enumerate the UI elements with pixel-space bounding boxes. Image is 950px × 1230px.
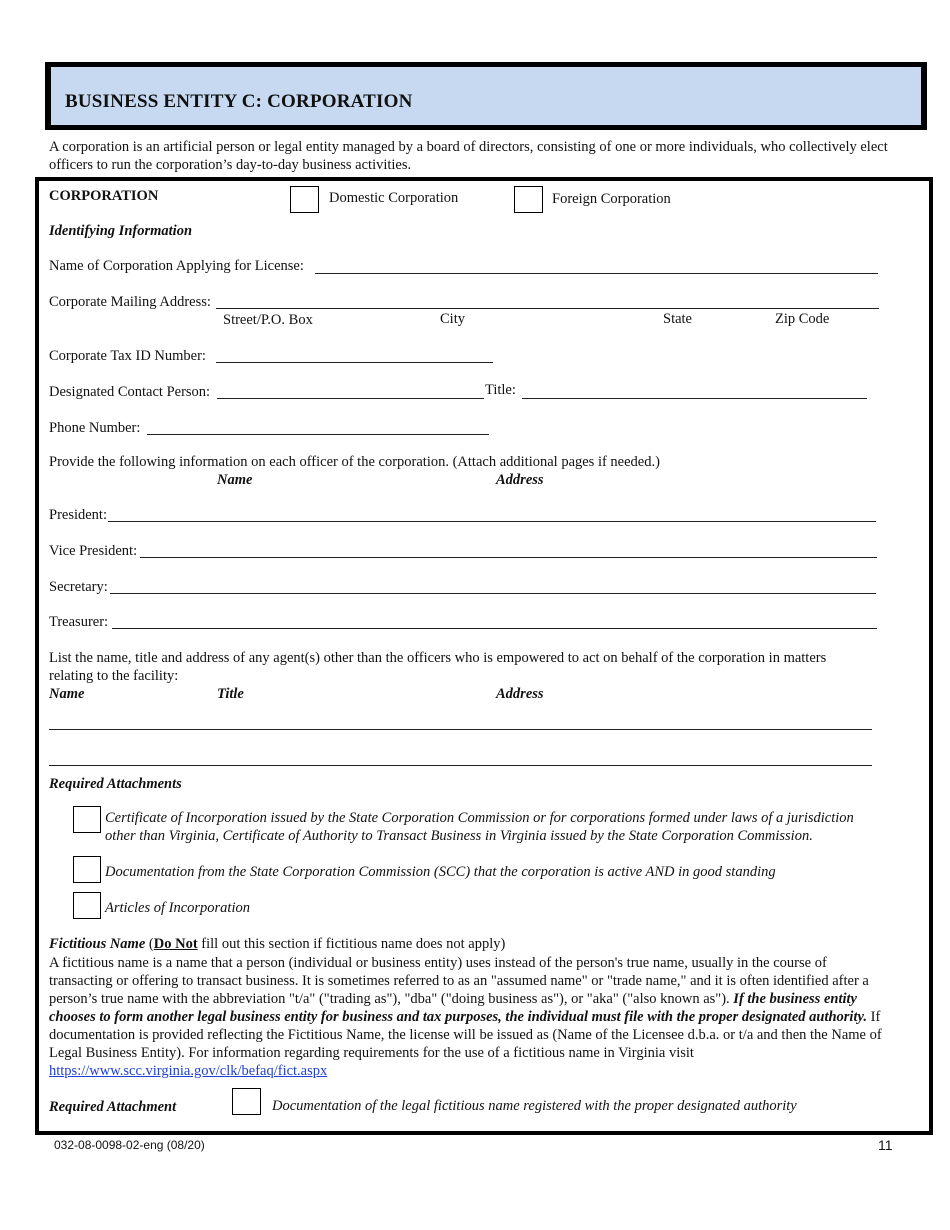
good-standing-text: Documentation from the State Corporation Commission (SCC) that the corporation is active AND in good standing bbox=[105, 864, 776, 880]
articles-text: Articles of Incorporation bbox=[105, 900, 250, 916]
treasurer-label: Treasurer: bbox=[49, 614, 109, 630]
officers-instruction: Provide the following information on each officer of the corporation. (Attach additional pages if needed.) bbox=[49, 454, 660, 470]
section-header bbox=[45, 62, 927, 130]
certificate-text-1: Certificate of Incorporation issued by the State Corporation Commission or for corporations formed under laws of a jurisdiction bbox=[105, 810, 854, 826]
corporation-label: CORPORATION bbox=[49, 188, 159, 204]
identifying-heading: Identifying Information bbox=[49, 223, 193, 239]
required-attachment-label: Required Attachment bbox=[49, 1099, 177, 1115]
fictitious-p1: A fictitious name is a name that a person (individual or business entity) uses instead of the person's true name, usually in the course of transacting or offering to transact business. It is sometimes referred to as an "assumed name" or "trade name," and it is often identified after a person’s true name with the abbreviation "t/a" ("trading as"), "dba" ("doing business as"), or "aka" ("also known as"). bbox=[49, 955, 869, 1007]
certificate-text-2: other than Virginia, Certificate of Authority to Transact Business in Virginia issued by the State Corporation Commission. bbox=[105, 828, 813, 844]
fictitious-open-paren: ( bbox=[145, 936, 154, 952]
fictitious-documentation-text: Documentation of the legal fictitious name registered with the proper designated authority bbox=[272, 1098, 797, 1114]
contact-person-field[interactable] bbox=[217, 398, 484, 399]
tax-id-label: Corporate Tax ID Number: bbox=[49, 348, 206, 364]
zip-sublabel: Zip Code bbox=[775, 311, 830, 327]
foreign-corporation-checkbox[interactable] bbox=[514, 186, 543, 213]
fictitious-p2: If documentation is provided reflecting the Fictitious Name, the license will be issued as (Name of the Licensee d.b.a. or t/a and then the Name of Legal Business Entity). For information regarding requirements for the use of a fictitious name in Virginia visit bbox=[49, 1009, 882, 1061]
officers-col-name: Name bbox=[217, 472, 253, 488]
certificate-checkbox[interactable] bbox=[73, 806, 101, 833]
city-sublabel: City bbox=[440, 311, 465, 327]
fictitious-bold-note: If the business entity chooses to form another legal business entity for business and tax purposes, the individual must file with the proper designated authority. bbox=[49, 991, 868, 1025]
do-not-text: Do Not bbox=[153, 936, 198, 952]
president-label: President: bbox=[49, 507, 107, 523]
contact-person-label: Designated Contact Person: bbox=[49, 384, 211, 400]
vice-president-field[interactable] bbox=[140, 557, 877, 558]
domestic-corporation-label: Domestic Corporation bbox=[329, 190, 459, 206]
foreign-corporation-label: Foreign Corporation bbox=[552, 191, 671, 207]
contact-title-label: Title: bbox=[485, 382, 516, 398]
vice-president-label: Vice President: bbox=[49, 543, 138, 559]
articles-checkbox[interactable] bbox=[73, 892, 101, 919]
agents-col-title: Title bbox=[217, 686, 244, 702]
fictitious-documentation-checkbox[interactable] bbox=[232, 1088, 261, 1115]
president-field[interactable] bbox=[108, 521, 876, 522]
fictitious-heading-row bbox=[49, 936, 505, 953]
page-number: 11 bbox=[878, 1137, 893, 1153]
secretary-label: Secretary: bbox=[49, 579, 108, 595]
scc-fictitious-link[interactable]: https://www.scc.virginia.gov/clk/befaq/fict.aspx bbox=[49, 1063, 328, 1079]
attachments-heading: Required Attachments bbox=[49, 776, 182, 792]
mailing-address-field[interactable] bbox=[216, 308, 879, 309]
mailing-address-label: Corporate Mailing Address: bbox=[49, 294, 211, 310]
agent-line-2[interactable] bbox=[49, 765, 872, 766]
section-title: BUSINESS ENTITY C: CORPORATION bbox=[65, 91, 413, 112]
fictitious-heading-rest: fill out this section if fictitious name does not apply) bbox=[197, 936, 506, 952]
secretary-field[interactable] bbox=[110, 593, 876, 594]
form-code: 032-08-0098-02-eng (08/20) bbox=[54, 1138, 205, 1152]
domestic-corporation-checkbox[interactable] bbox=[290, 186, 319, 213]
corporation-name-field[interactable] bbox=[315, 273, 878, 274]
tax-id-field[interactable] bbox=[216, 362, 493, 363]
agent-line-1[interactable] bbox=[49, 729, 872, 730]
state-sublabel: State bbox=[663, 311, 692, 327]
treasurer-field[interactable] bbox=[112, 628, 877, 629]
corporation-name-label: Name of Corporation Applying for License: bbox=[49, 258, 304, 274]
phone-label: Phone Number: bbox=[49, 420, 141, 436]
agents-instruction-2: relating to the facility: bbox=[49, 668, 179, 684]
fictitious-heading: Fictitious Name bbox=[49, 936, 146, 952]
agents-col-address: Address bbox=[496, 686, 544, 702]
agents-col-name: Name bbox=[49, 686, 85, 702]
street-sublabel: Street/P.O. Box bbox=[223, 312, 313, 328]
intro-text: A corporation is an artificial person or legal entity managed by a board of directors, consisting of one or more individuals, who collectively elect officers to run the corporation’s day-to-day business activities. bbox=[49, 139, 888, 173]
officers-col-address: Address bbox=[496, 472, 544, 488]
good-standing-checkbox[interactable] bbox=[73, 856, 101, 883]
contact-title-field[interactable] bbox=[522, 398, 867, 399]
fictitious-paragraph bbox=[49, 954, 891, 1080]
agents-instruction-1: List the name, title and address of any agent(s) other than the officers who is empowered to act on behalf of the corporation in matters bbox=[49, 650, 827, 666]
phone-field[interactable] bbox=[147, 434, 489, 435]
